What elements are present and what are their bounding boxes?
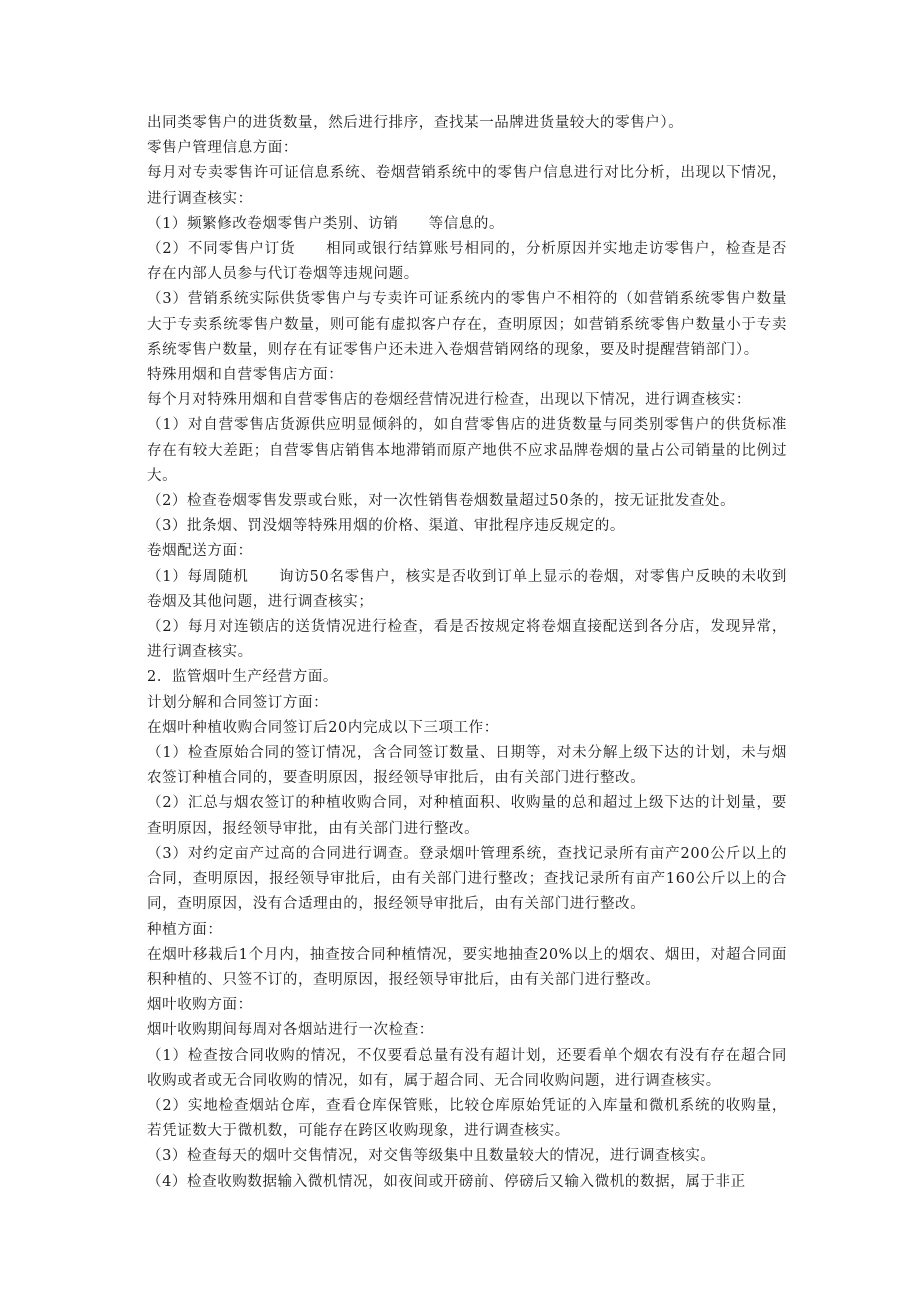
paragraph: 在烟叶种植收购合同签订后20内完成以下三项工作：: [147, 719, 499, 736]
list-item: （2）每月对连锁店的送货情况进行检查，看是否按规定将卷烟直接配送到各分店，发现异常，进行调查核实。: [147, 619, 787, 661]
list-item: （2）汇总与烟农签订的种植收购合同，对种植面积、收购量的总和超过上级下达的计划量，要查明原因，报经领导审批，由有关部门进行整改。: [147, 795, 787, 837]
section-heading-special-use: 特殊用烟和自营零售店方面：: [147, 367, 344, 384]
list-item: （3）批条烟、罚没烟等特殊用烟的价格、渠道、审批程序违反规定的。: [147, 518, 625, 535]
paragraph-continuation: 出同类零售户的进货数量，然后进行排序，查找某一品牌进货量较大的零售户）。: [147, 115, 684, 131]
section-heading-purchasing: 烟叶收购方面：: [147, 997, 253, 1014]
paragraph: 每个月对特殊用烟和自营零售店的卷烟经营情况进行检查，出现以下情况，进行调查核实：: [147, 392, 751, 409]
list-item: （1）频繁修改卷烟零售户类别、访销 等信息的。: [147, 215, 505, 232]
paragraph: 烟叶收购期间每周对各烟站进行一次检查：: [147, 1022, 434, 1039]
list-item: （1）对自营零售店货源供应明显倾斜的，如自营零售店的进货数量与同类别零售户的供货标准存在有较大差距；自营零售店销售本地滞销而原产地供不应求品牌卷烟的量占公司销量的比例过大。: [147, 417, 787, 484]
list-item: （1）检查原始合同的签订情况，含合同签订数量、日期等，对未分解上级下达的计划，未与烟农签订种植合同的，要查明原因，报经领导审批后，由有关部门进行整改。: [147, 745, 787, 787]
list-item: （4）检查收购数据输入微机情况，如夜间或开磅前、停磅后又输入微机的数据，属于非正: [147, 1173, 746, 1190]
section-heading-delivery: 卷烟配送方面：: [147, 543, 253, 560]
list-item: （2）实地检查烟站仓库，查看仓库保管账，比较仓库原始凭证的入库量和微机系统的收购量，若凭证数大于微机数，可能存在跨区收购现象，进行调查核实。: [147, 1097, 787, 1140]
list-item: （1）检查按合同收购的情况，不仅要看总量有没有超计划，还要看单个烟农有没有存在超合同收购或者或无合同收购的情况，如有，属于超合同、无合同收购问题，进行调查核实。: [147, 1047, 787, 1089]
list-item: （1）每周随机 询访50名零售户，核实是否收到订单上显示的卷烟，对零售户反映的未收到卷烟及其他问题，进行调查核实；: [147, 568, 787, 610]
list-item: （2）不同零售户订货 相同或银行结算账号相同的，分析原因并实地走访零售户，检查是否存在内部人员参与代订卷烟等违规问题。: [147, 241, 787, 283]
section-heading-planting: 种植方面：: [147, 921, 223, 938]
section-heading-planning: 计划分解和合同签订方面：: [147, 694, 329, 711]
list-item: （3）检查每天的烟叶交售情况，对交售等级集中且数量较大的情况，进行调查核实。: [147, 1148, 716, 1165]
list-item: （3）营销系统实际供货零售户与专卖许可证系统内的零售户不相符的（如营销系统零售户数量大于专卖系统零售户数量，则可能有虚拟客户存在，查明原因；如营销系统零售户数量小于专卖系统零售户数量，则存在有证零售户还未进入卷烟营销网络的现象，要及时提醒营销部门）。: [147, 291, 787, 358]
list-item: （3）对约定亩产过高的合同进行调查。登录烟叶管理系统，查找记录所有亩产200公斤以上的合同，查明原因，报经领导审批后，由有关部门进行整改；查找记录所有亩产160公斤以上的合同，查明原因，没有合适理由的，报经领导审批后，由有关部门进行整改。: [147, 845, 787, 913]
paragraph: 每月对专卖零售许可证信息系统、卷烟营销系统中的零售户信息进行对比分析，出现以下情况，进行调查核实：: [147, 165, 787, 207]
document-body: [147, 111, 787, 1195]
section-heading-numbered: 2．监管烟叶生产经营方面。: [147, 669, 339, 686]
section-heading-retailer-info: 零售户管理信息方面：: [147, 140, 298, 157]
list-item: （2）检查卷烟零售发票或台账，对一次性销售卷烟数量超过50条的，按无证批发查处。: [147, 493, 736, 510]
paragraph: 在烟叶移栽后1个月内，抽查按合同种植情况，要实地抽查20%以上的烟农、烟田，对超合同面积种植的、只签不订的，查明原因，报经领导审批后，由有关部门进行整改。: [147, 946, 787, 988]
